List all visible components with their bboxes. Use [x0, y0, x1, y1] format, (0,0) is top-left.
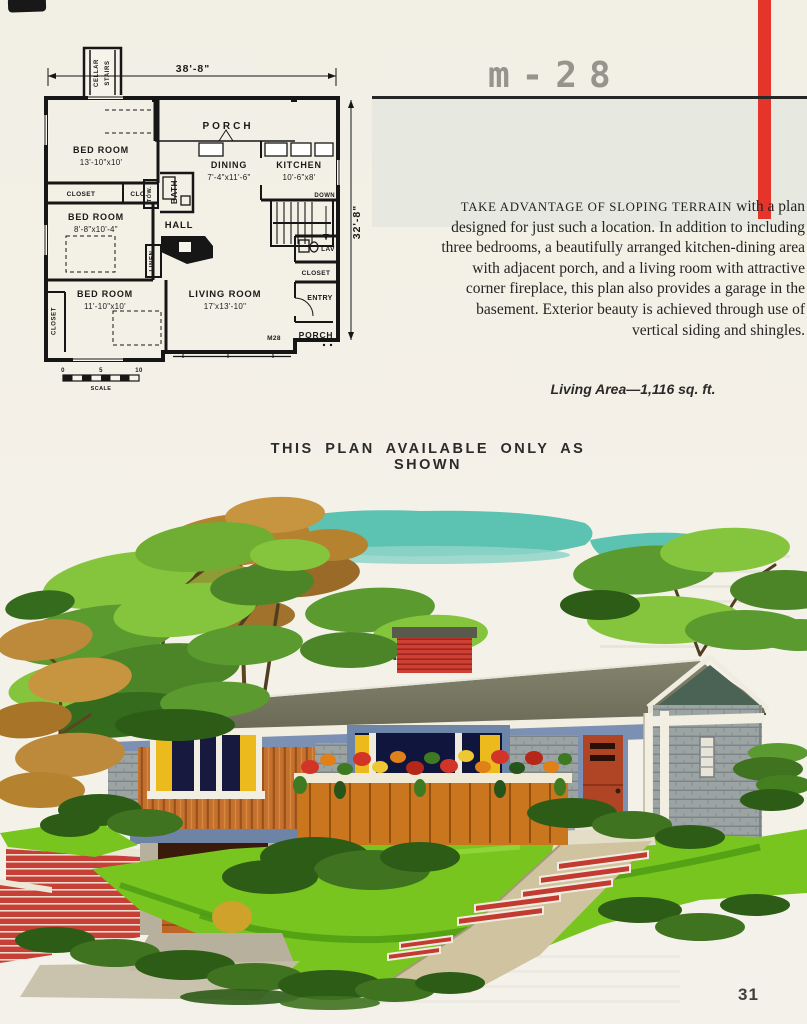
bedroom-2 — [46, 203, 153, 280]
bedroom-3 — [46, 280, 166, 352]
living-area-note: Living Area—1,116 sq. ft. — [550, 381, 716, 397]
size-kitchen: 10'-6"x8' — [282, 173, 316, 182]
living-room — [166, 289, 295, 358]
label-dining: DINING — [210, 160, 248, 170]
label-front-porch: PORCH — [298, 330, 334, 340]
size-bedroom3: 11'-10"x10' — [84, 302, 126, 311]
label-closet-d: CLOSET — [301, 270, 331, 277]
size-bedroom1: 13'-10"x10' — [79, 158, 123, 167]
yellow-shrub — [212, 901, 252, 933]
description-body: with a plan designed for just such a location. In addition to including three bedrooms, a beautifully arranged kitchen-dining area with adjacent porch, and a living room with attractive corner fireplace, this plan also provides a garage in the basement. Exterior beauty is achieved through use of vertical siding and shingles. — [441, 198, 805, 339]
rear-porch — [152, 96, 297, 141]
page-number: 31 — [738, 985, 759, 1004]
dim-width-label: 38'-8" — [175, 63, 211, 75]
chimney — [392, 627, 477, 673]
plan-code: m-28 — [488, 55, 623, 96]
red-accent-bar — [758, 0, 771, 219]
print-smudge — [8, 0, 47, 13]
label-linen: LINEN — [149, 250, 156, 272]
cellar-label: CELLAR — [94, 59, 100, 87]
dim-depth-label: 32'-8" — [351, 204, 363, 240]
closet-band — [46, 183, 158, 203]
scale-label: SCALE — [90, 386, 112, 392]
label-living: LIVING ROOM — [188, 289, 262, 300]
label-down: DOWN — [314, 193, 335, 199]
label-entry: ENTRY — [307, 295, 333, 302]
bath — [144, 173, 193, 212]
label-towel: TOW. — [147, 185, 153, 203]
label-lav: LAV — [321, 246, 335, 253]
scale-bar — [61, 368, 143, 392]
scale-0: 0 — [61, 368, 65, 374]
scale-5: 5 — [99, 368, 103, 374]
label-bath: BATH — [170, 179, 179, 205]
label-bedroom1: BED ROOM — [73, 145, 129, 155]
plan-description — [437, 197, 805, 341]
label-kitchen: KITCHEN — [276, 160, 322, 170]
label-bedroom3: BED ROOM — [77, 289, 133, 299]
label-plan-ref: M28 — [267, 335, 281, 342]
label-closet-a: CLOSET — [66, 191, 96, 198]
label-bedroom2: BED ROOM — [68, 212, 124, 222]
label-rear-porch: PORCH — [202, 121, 254, 132]
floor-plan — [33, 40, 373, 402]
label-closet-c: CLOSET — [51, 307, 58, 335]
dimension-depth — [348, 100, 363, 340]
description-lead: TAKE ADVANTAGE OF SLOPING TERRAIN — [460, 200, 733, 214]
label-hall: HALL — [164, 220, 194, 231]
scale-10: 10 — [135, 368, 143, 374]
stairs-down — [271, 193, 335, 246]
dining-kitchen — [199, 141, 338, 200]
label-closet-b: CLO. — [130, 191, 148, 198]
size-dining: 7'-4"x11'-6" — [207, 173, 251, 182]
house-illustration — [0, 485, 807, 1024]
header-rule — [372, 96, 807, 99]
size-living: 17'x13'-10" — [203, 302, 247, 311]
door-knob — [616, 789, 621, 794]
availability-headline: THIS PLAN AVAILABLE ONLY AS SHOWN — [270, 441, 586, 473]
cellar-stairs — [84, 48, 121, 98]
bedroom-1 — [73, 98, 158, 183]
entry-column — [267, 236, 338, 346]
hall — [146, 220, 213, 277]
stairs-label: STAIRS — [105, 60, 111, 86]
size-bedroom2: 8'-8"x10'-4" — [74, 225, 118, 234]
